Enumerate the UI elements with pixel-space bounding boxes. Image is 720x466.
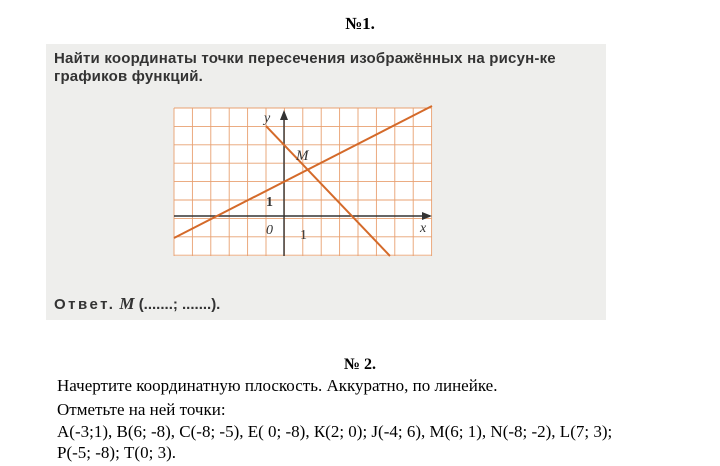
y-unit-label: 1 (266, 195, 273, 210)
task1-title: №1. (345, 14, 375, 33)
task2-points-list: А(-3;1), В(6; -8), С(-8; -5), Е( 0; -8), К(2; 0); J(-4; 6), М(6; 1), N(-8; -2), L(7; 3); (57, 422, 613, 441)
answer-label: Ответ. (54, 296, 116, 313)
task2-title: № 2. (343, 356, 377, 373)
task2-mark-points: Отметьте на ней точки: (57, 400, 226, 419)
task1-text: Найти координаты точки пересечения изображённых на рисун-ке графиков функций. (54, 50, 556, 85)
answer-blank: (.......; .......). (138, 296, 221, 313)
y-axis-label: y (264, 111, 271, 126)
x-unit-label: 1 (300, 228, 307, 243)
point-m-label: M (296, 148, 309, 164)
origin-label: 0 (266, 223, 273, 238)
answer-point: M (119, 294, 135, 313)
task2-points-list-end: Р(-5; -8); Т(0; 3). (57, 443, 176, 462)
coordinate-graph (160, 100, 440, 260)
answer-line (54, 294, 220, 314)
task2-instruction: Начертите координатную плоскость. Аккуратно, по линейке. (57, 376, 498, 395)
x-axis-label: x (420, 221, 427, 236)
